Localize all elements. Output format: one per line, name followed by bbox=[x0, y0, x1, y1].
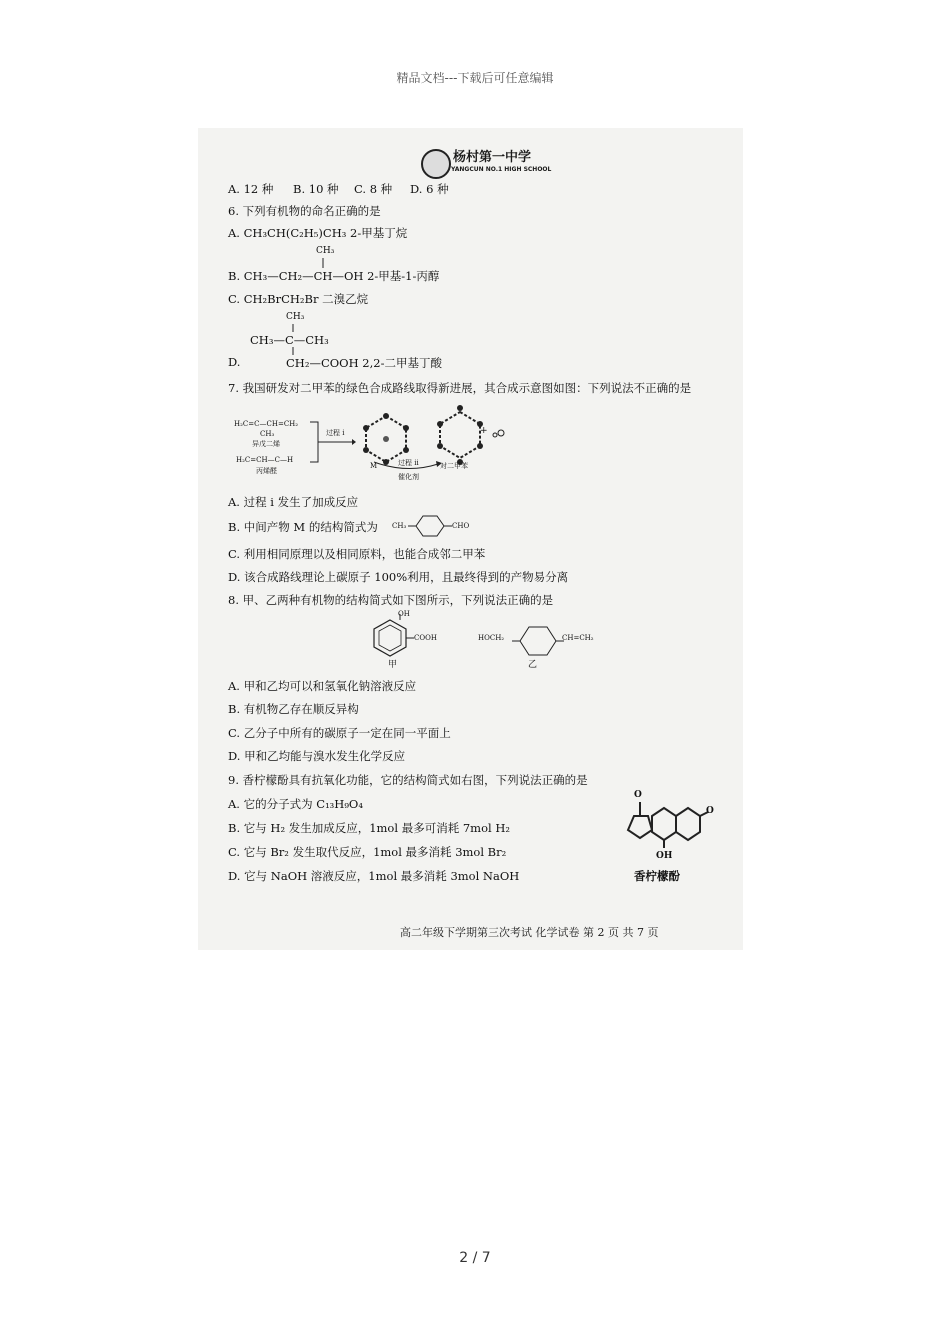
q6-b-bond bbox=[322, 258, 324, 268]
q6-option-d-label: D. bbox=[228, 355, 241, 369]
q9-struct-name: 香柠檬酚 bbox=[634, 869, 680, 883]
q9-struct-lactone-o: O bbox=[706, 806, 714, 816]
q8-option-c: C. 乙分子中所有的碳原子一定在同一平面上 bbox=[228, 726, 451, 740]
q9-stem: 9. 香柠檬酚具有抗氧化功能，它的结构简式如右图，下列说法正确的是 bbox=[228, 773, 588, 787]
q5-option-d: D. 6 种 bbox=[410, 182, 449, 196]
q6-d-bond-top bbox=[292, 324, 294, 332]
q8-option-b: B. 有机物乙存在顺反异构 bbox=[228, 702, 359, 716]
q9-option-c: C. 它与 Br₂ 发生取代反应，1mol 最多消耗 3mol Br₂ bbox=[228, 845, 507, 859]
q7-m-label: M bbox=[370, 462, 378, 470]
school-name-cn: 杨村第一中学 bbox=[453, 150, 532, 165]
q9-option-d: D. 它与 NaOH 溶液反应，1mol 最多消耗 3mol NaOH bbox=[228, 869, 520, 883]
q7-bracket bbox=[308, 420, 328, 464]
q8-jia-cooh: COOH bbox=[414, 634, 437, 642]
q9-bergamottin-structure bbox=[620, 796, 720, 856]
q7-stem: 7. 我国研发对二甲苯的绿色合成路线取得新进展，其合成示意图如图：下列说法不正确的是 bbox=[228, 381, 692, 395]
q5-option-c: C. 8 种 bbox=[354, 182, 393, 196]
q8-stem: 8. 甲、乙两种有机物的结构简式如下图所示，下列说法正确的是 bbox=[228, 593, 554, 607]
q7-plus: + bbox=[480, 426, 488, 436]
school-logo bbox=[421, 146, 556, 182]
q5-option-b: B. 10 种 bbox=[293, 182, 339, 196]
q6-d-middle: CH₃—C—CH₃ bbox=[250, 333, 329, 347]
q8-jia-oh: OH bbox=[398, 610, 410, 618]
q8-yi-label: 乙 bbox=[528, 660, 538, 670]
school-emblem-icon bbox=[421, 149, 451, 179]
q8-option-a: A. 甲和乙均可以和氢氧化钠溶液反应 bbox=[228, 679, 417, 693]
q9-option-b: B. 它与 H₂ 发生加成反应，1mol 最多可消耗 7mol H₂ bbox=[228, 821, 510, 835]
q7-b-left-group: CH₃ bbox=[392, 522, 407, 530]
q7-product-label: 对二甲苯 bbox=[440, 462, 468, 470]
page-number: 2 / 7 bbox=[459, 1250, 491, 1266]
q7-step1-label: 过程 i bbox=[326, 429, 345, 437]
q6-d-bond-bottom bbox=[292, 347, 294, 355]
q9-struct-oh: OH bbox=[656, 851, 673, 861]
q7-water-molecule bbox=[492, 430, 506, 438]
q8-option-d: D. 甲和乙均能与溴水发生化学反应 bbox=[228, 749, 406, 763]
q7-option-d: D. 该合成路线理论上碳原子 100%利用，且最终得到的产物易分离 bbox=[228, 570, 569, 584]
q6-option-d: CH₂—COOH 2,2-二甲基丁酸 bbox=[286, 356, 442, 370]
q6-d-top: CH₃ bbox=[286, 312, 305, 322]
q7-isoprene-name: 异戊二烯 bbox=[252, 440, 280, 448]
q9-struct-ketone-o: O bbox=[634, 790, 642, 800]
q7-b-right-group: CHO bbox=[452, 522, 470, 530]
q7-b-cyclohexane-icon bbox=[408, 514, 454, 538]
school-name-en: YANGCUN NO.1 HIGH SCHOOL bbox=[451, 166, 552, 173]
q8-yi-right: CH=CH₂ bbox=[562, 634, 594, 642]
q7-isoprene-formula: H₂C=C—CH=CH₂ bbox=[234, 420, 299, 428]
q9-option-a: A. 它的分子式为 C₁₃H₉O₄ bbox=[228, 797, 363, 811]
q7-isoprene-sub: CH₃ bbox=[260, 430, 275, 438]
q6-option-a: A. CH₃CH(C₂H₅)CH₃ 2-甲基丁烷 bbox=[228, 226, 408, 240]
q6-option-b: B. CH₃—CH₂—CH—OH 2-甲基-1-丙醇 bbox=[228, 269, 440, 283]
exam-footer: 高二年级下学期第三次考试 化学试卷 第 2 页 共 7 页 bbox=[400, 926, 659, 939]
q7-option-c: C. 利用相同原理以及相同原料，也能合成邻二甲苯 bbox=[228, 547, 486, 561]
q7-option-a: A. 过程 i 发生了加成反应 bbox=[228, 495, 359, 509]
q7-acrolein-formula: H₂C=CH—C—H bbox=[236, 456, 294, 464]
q7-acrolein-name: 丙烯醛 bbox=[256, 467, 277, 475]
q6-stem: 6. 下列有机物的命名正确的是 bbox=[228, 204, 381, 218]
q7-option-b: B. 中间产物 M 的结构简式为 bbox=[228, 520, 378, 534]
q6-option-c: C. CH₂BrCH₂Br 二溴乙烷 bbox=[228, 292, 369, 306]
q8-jia-label: 甲 bbox=[388, 660, 398, 670]
q7-catalyst-label: 催化剂 bbox=[398, 473, 419, 481]
document-header-note: 精品文档---下载后可任意编辑 bbox=[396, 71, 554, 85]
q8-yi-left: HOCH₂ bbox=[478, 634, 505, 642]
q7-step2-label: 过程 ii bbox=[398, 459, 419, 467]
q6-b-substituent: CH₃ bbox=[316, 246, 335, 256]
q7-arrow-step1 bbox=[326, 439, 356, 445]
q5-option-a: A. 12 种 bbox=[228, 182, 274, 196]
